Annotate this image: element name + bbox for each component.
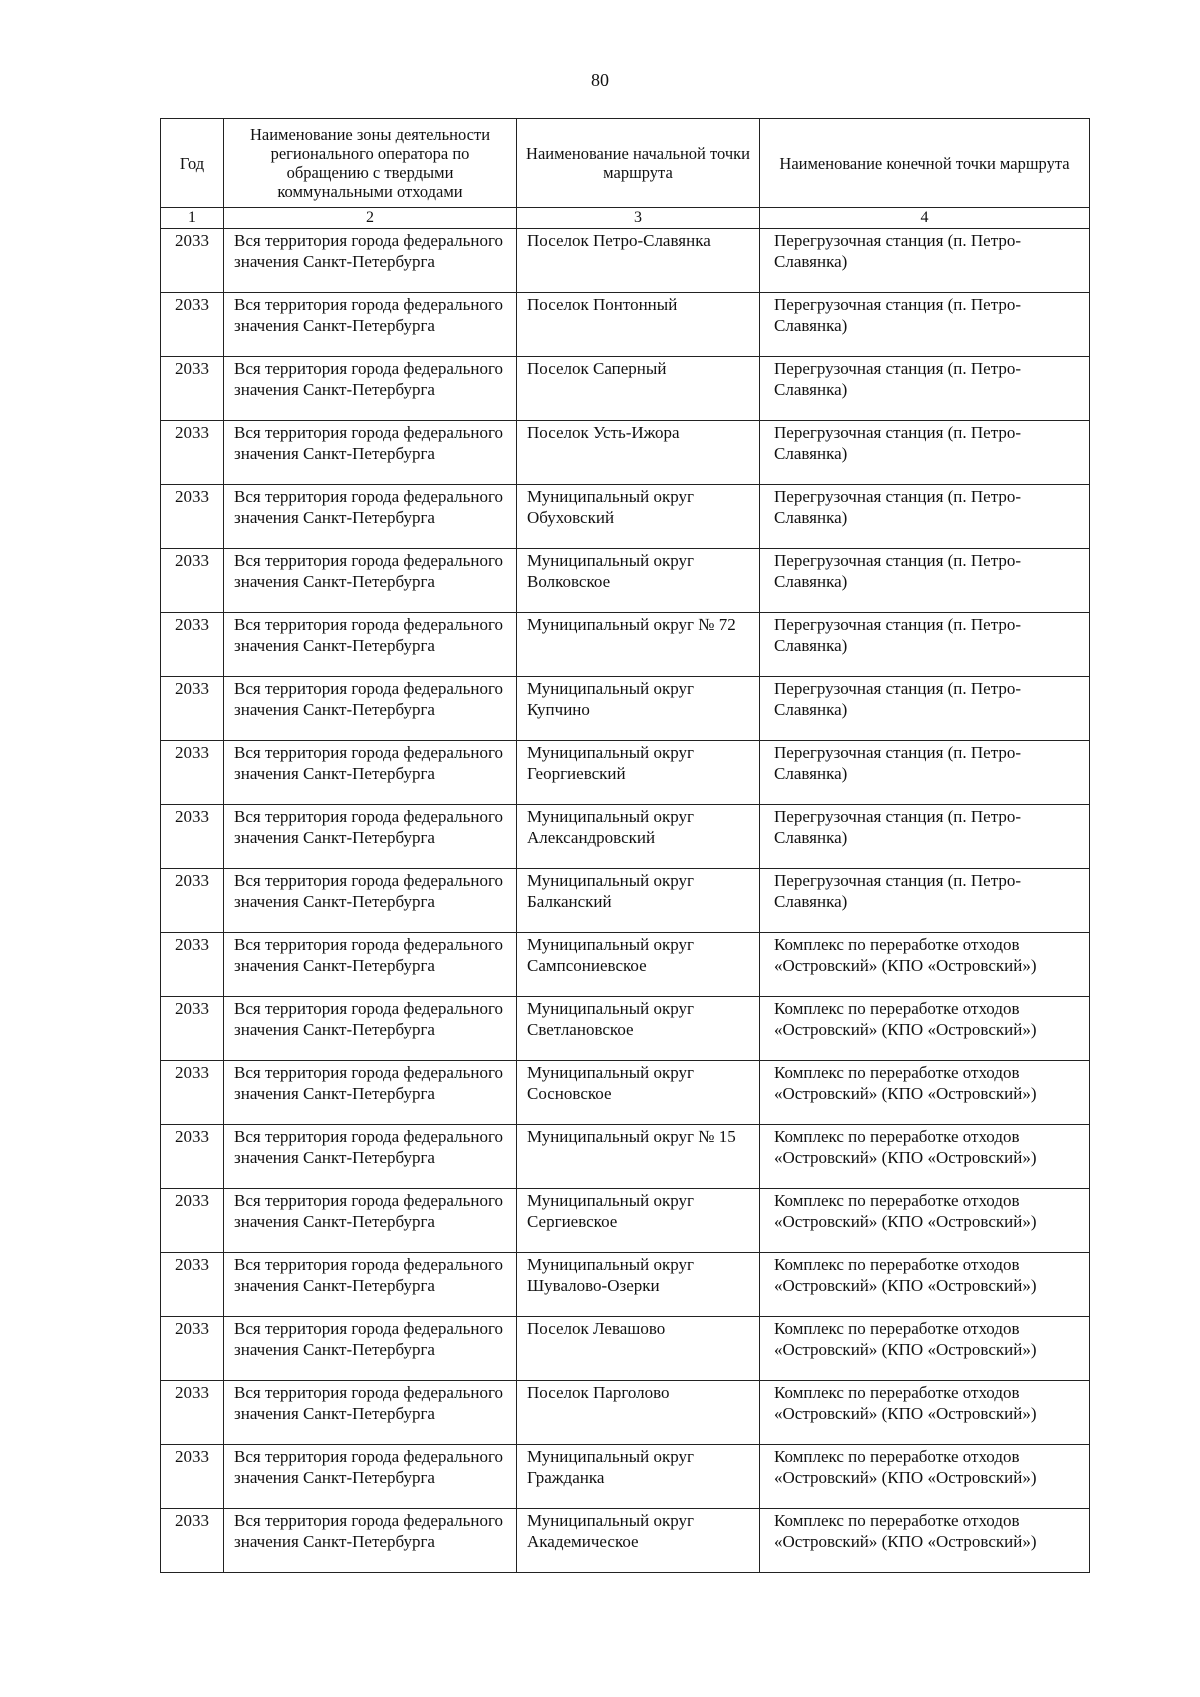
year-cell: 2033	[161, 229, 224, 293]
table-row	[161, 677, 1090, 741]
end-point-cell: Комплекс по переработке отходов «Островский» (КПО «Островский»)	[760, 1381, 1090, 1445]
start-point-cell: Муниципальный округ Балканский	[517, 869, 760, 933]
zone-cell: Вся территория города федерального значения Санкт-Петербурга	[224, 933, 517, 997]
zone-cell: Вся территория города федерального значения Санкт-Петербурга	[224, 677, 517, 741]
year-cell: 2033	[161, 1445, 224, 1509]
zone-cell: Вся территория города федерального значения Санкт-Петербурга	[224, 1061, 517, 1125]
end-point-cell: Перегрузочная станция (п. Петро-Славянка)	[760, 293, 1090, 357]
start-point-cell: Муниципальный округ Светлановское	[517, 997, 760, 1061]
table-row	[161, 805, 1090, 869]
table-row	[161, 421, 1090, 485]
year-cell: 2033	[161, 805, 224, 869]
year-cell: 2033	[161, 613, 224, 677]
end-point-cell: Перегрузочная станция (п. Петро-Славянка)	[760, 677, 1090, 741]
end-point-cell: Перегрузочная станция (п. Петро-Славянка)	[760, 613, 1090, 677]
zone-cell: Вся территория города федерального значения Санкт-Петербурга	[224, 869, 517, 933]
column-number: 4	[760, 208, 1090, 229]
end-point-cell: Комплекс по переработке отходов «Островский» (КПО «Островский»)	[760, 1189, 1090, 1253]
table-row	[161, 357, 1090, 421]
header-end-point: Наименование конечной точки маршрута	[760, 119, 1090, 208]
year-cell: 2033	[161, 1317, 224, 1381]
table-row	[161, 1125, 1090, 1189]
zone-cell: Вся территория города федерального значения Санкт-Петербурга	[224, 1253, 517, 1317]
zone-cell: Вся территория города федерального значения Санкт-Петербурга	[224, 1445, 517, 1509]
end-point-cell: Комплекс по переработке отходов «Островский» (КПО «Островский»)	[760, 1509, 1090, 1573]
zone-cell: Вся территория города федерального значения Санкт-Петербурга	[224, 1125, 517, 1189]
end-point-cell: Перегрузочная станция (п. Петро-Славянка)	[760, 549, 1090, 613]
year-cell: 2033	[161, 1381, 224, 1445]
end-point-cell: Перегрузочная станция (п. Петро-Славянка)	[760, 485, 1090, 549]
start-point-cell: Муниципальный округ Волковское	[517, 549, 760, 613]
end-point-cell: Перегрузочная станция (п. Петро-Славянка)	[760, 805, 1090, 869]
header-year: Год	[161, 119, 224, 208]
start-point-cell: Поселок Левашово	[517, 1317, 760, 1381]
start-point-cell: Муниципальный округ Купчино	[517, 677, 760, 741]
end-point-cell: Комплекс по переработке отходов «Островский» (КПО «Островский»)	[760, 1253, 1090, 1317]
page-number: 80	[591, 70, 609, 90]
zone-cell: Вся территория города федерального значения Санкт-Петербурга	[224, 805, 517, 869]
year-cell: 2033	[161, 293, 224, 357]
routes-table	[160, 118, 1090, 1573]
zone-cell: Вся территория города федерального значения Санкт-Петербурга	[224, 357, 517, 421]
year-cell: 2033	[161, 1189, 224, 1253]
end-point-cell: Комплекс по переработке отходов «Островский» (КПО «Островский»)	[760, 933, 1090, 997]
end-point-cell: Перегрузочная станция (п. Петро-Славянка)	[760, 357, 1090, 421]
zone-cell: Вся территория города федерального значения Санкт-Петербурга	[224, 1381, 517, 1445]
start-point-cell: Муниципальный округ Сосновское	[517, 1061, 760, 1125]
table-row	[161, 1253, 1090, 1317]
column-number: 2	[224, 208, 517, 229]
zone-cell: Вся территория города федерального значения Санкт-Петербурга	[224, 293, 517, 357]
table-row	[161, 293, 1090, 357]
start-point-cell: Поселок Петро-Славянка	[517, 229, 760, 293]
start-point-cell: Муниципальный округ Гражданка	[517, 1445, 760, 1509]
end-point-cell: Перегрузочная станция (п. Петро-Славянка)	[760, 741, 1090, 805]
year-cell: 2033	[161, 1061, 224, 1125]
table-row	[161, 485, 1090, 549]
year-cell: 2033	[161, 357, 224, 421]
zone-cell: Вся территория города федерального значения Санкт-Петербурга	[224, 421, 517, 485]
table-header	[161, 119, 1090, 208]
end-point-cell: Комплекс по переработке отходов «Островский» (КПО «Островский»)	[760, 1317, 1090, 1381]
year-cell: 2033	[161, 677, 224, 741]
start-point-cell: Поселок Понтонный	[517, 293, 760, 357]
column-number-row	[161, 208, 1090, 229]
year-cell: 2033	[161, 1253, 224, 1317]
year-cell: 2033	[161, 869, 224, 933]
table-row	[161, 1189, 1090, 1253]
start-point-cell: Муниципальный округ Шувалово-Озерки	[517, 1253, 760, 1317]
year-cell: 2033	[161, 1509, 224, 1573]
zone-cell: Вся территория города федерального значения Санкт-Петербурга	[224, 485, 517, 549]
column-number: 1	[161, 208, 224, 229]
zone-cell: Вся территория города федерального значения Санкт-Петербурга	[224, 229, 517, 293]
table-row	[161, 869, 1090, 933]
end-point-cell: Перегрузочная станция (п. Петро-Славянка)	[760, 421, 1090, 485]
year-cell: 2033	[161, 485, 224, 549]
start-point-cell: Муниципальный округ Академическое	[517, 1509, 760, 1573]
table-row	[161, 1445, 1090, 1509]
start-point-cell: Муниципальный округ Сергиевское	[517, 1189, 760, 1253]
end-point-cell: Перегрузочная станция (п. Петро-Славянка)	[760, 869, 1090, 933]
table-row	[161, 549, 1090, 613]
year-cell: 2033	[161, 933, 224, 997]
start-point-cell: Муниципальный округ Обуховский	[517, 485, 760, 549]
end-point-cell: Перегрузочная станция (п. Петро-Славянка)	[760, 229, 1090, 293]
start-point-cell: Муниципальный округ Георгиевский	[517, 741, 760, 805]
end-point-cell: Комплекс по переработке отходов «Островский» (КПО «Островский»)	[760, 1445, 1090, 1509]
end-point-cell: Комплекс по переработке отходов «Островский» (КПО «Островский»)	[760, 1125, 1090, 1189]
end-point-cell: Комплекс по переработке отходов «Островский» (КПО «Островский»)	[760, 997, 1090, 1061]
header-start-point: Наименование начальной точки маршрута	[517, 119, 760, 208]
table-row	[161, 933, 1090, 997]
zone-cell: Вся территория города федерального значения Санкт-Петербурга	[224, 741, 517, 805]
start-point-cell: Муниципальный округ № 72	[517, 613, 760, 677]
year-cell: 2033	[161, 997, 224, 1061]
zone-cell: Вся территория города федерального значения Санкт-Петербурга	[224, 1317, 517, 1381]
zone-cell: Вся территория города федерального значения Санкт-Петербурга	[224, 1189, 517, 1253]
start-point-cell: Поселок Парголово	[517, 1381, 760, 1445]
table-row	[161, 1061, 1090, 1125]
table-row	[161, 613, 1090, 677]
start-point-cell: Муниципальный округ Александровский	[517, 805, 760, 869]
zone-cell: Вся территория города федерального значения Санкт-Петербурга	[224, 549, 517, 613]
table-row	[161, 1381, 1090, 1445]
start-point-cell: Поселок Саперный	[517, 357, 760, 421]
zone-cell: Вся территория города федерального значения Санкт-Петербурга	[224, 1509, 517, 1573]
zone-cell: Вся территория города федерального значения Санкт-Петербурга	[224, 613, 517, 677]
header-zone: Наименование зоны деятельности регионального оператора по обращению с твердыми коммунальными отходами	[224, 119, 517, 208]
year-cell: 2033	[161, 741, 224, 805]
table-row	[161, 1317, 1090, 1381]
end-point-cell: Комплекс по переработке отходов «Островский» (КПО «Островский»)	[760, 1061, 1090, 1125]
table-body	[161, 208, 1090, 1573]
table-row	[161, 997, 1090, 1061]
table-row	[161, 229, 1090, 293]
year-cell: 2033	[161, 1125, 224, 1189]
year-cell: 2033	[161, 549, 224, 613]
start-point-cell: Поселок Усть-Ижора	[517, 421, 760, 485]
header-row	[161, 119, 1090, 208]
start-point-cell: Муниципальный округ № 15	[517, 1125, 760, 1189]
table-row	[161, 741, 1090, 805]
zone-cell: Вся территория города федерального значения Санкт-Петербурга	[224, 997, 517, 1061]
start-point-cell: Муниципальный округ Сампсониевское	[517, 933, 760, 997]
year-cell: 2033	[161, 421, 224, 485]
column-number: 3	[517, 208, 760, 229]
table-row	[161, 1509, 1090, 1573]
